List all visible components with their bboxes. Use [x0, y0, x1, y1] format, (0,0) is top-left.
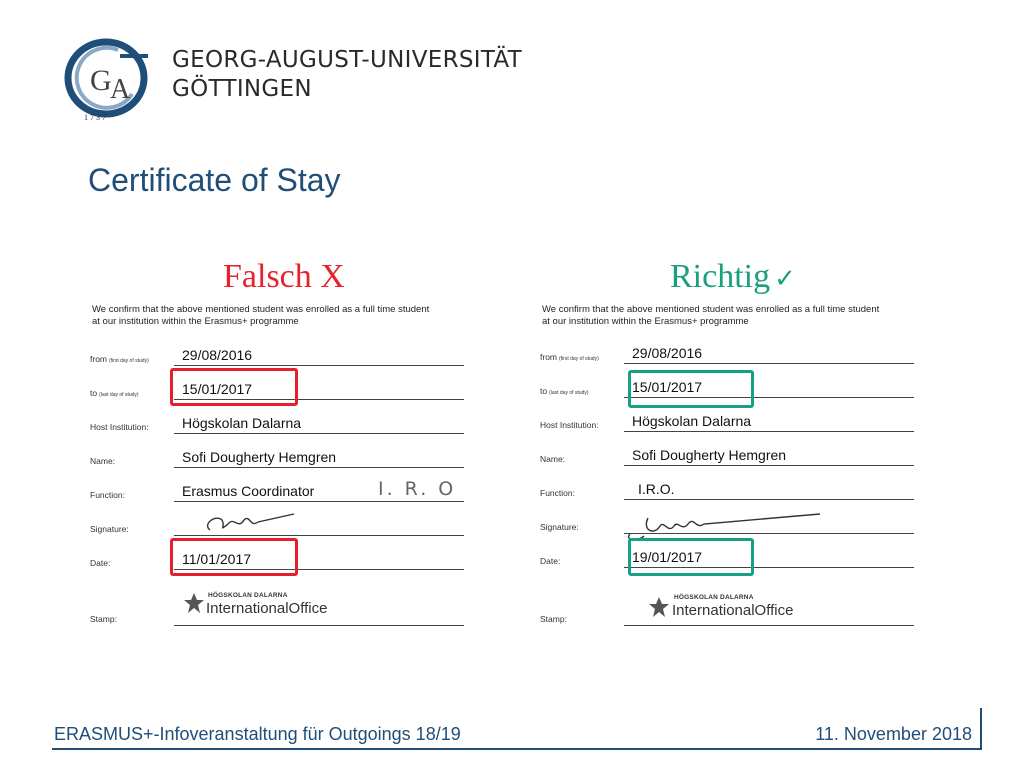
- stamp-text-top: HÖGSKOLAN DALARNA: [674, 594, 754, 601]
- function-value: Erasmus Coordinator: [182, 483, 315, 499]
- field-line: [174, 365, 464, 366]
- date-value: 19/01/2017: [632, 549, 703, 565]
- function-label: Function:: [90, 490, 125, 500]
- row-signature: [538, 510, 928, 536]
- field-line: [624, 533, 914, 534]
- from-sublabel: (first day of study): [559, 356, 599, 362]
- from-value: 29/08/2016: [632, 345, 703, 361]
- row-host: [538, 408, 928, 434]
- logo-year: 1 7 3 7: [84, 113, 106, 122]
- host-value: Högskolan Dalarna: [632, 413, 752, 429]
- row-host: [88, 410, 478, 436]
- function-label: Function:: [540, 488, 575, 498]
- to-value: 15/01/2017: [182, 381, 253, 397]
- from-label: from: [90, 354, 107, 364]
- name-value: Sofi Dougherty Hemgren: [182, 449, 337, 465]
- field-line: [174, 467, 464, 468]
- date-label: Date:: [90, 558, 111, 568]
- row-signature: [88, 512, 478, 538]
- signature-label: Signature:: [90, 524, 129, 534]
- field-line: [624, 431, 914, 432]
- footer-divider-vertical: [980, 708, 982, 750]
- signature-scribble: [198, 510, 298, 536]
- page-title: Certificate of Stay: [88, 162, 341, 198]
- footer-event: ERASMUS+-Infoveranstaltung für Outgoings 18/19: [54, 724, 461, 744]
- name-label: Name:: [90, 456, 116, 466]
- row-from: [538, 340, 928, 366]
- field-line: [624, 363, 914, 364]
- highlight-issue-date: [170, 538, 298, 576]
- function-handwritten: I. R. O: [378, 478, 457, 500]
- stamp-text-top: HÖGSKOLAN DALARNA: [208, 592, 288, 599]
- row-from: [88, 342, 478, 368]
- from-value: 29/08/2016: [182, 347, 253, 363]
- row-name: [88, 444, 478, 470]
- field-line: [174, 433, 464, 434]
- from-label: from: [540, 352, 557, 362]
- host-label: Host Institution:: [540, 420, 599, 430]
- stamp-star-icon: [183, 592, 205, 614]
- svg-text:G: G: [90, 64, 112, 97]
- name-value: Sofi Dougherty Hemgren: [632, 447, 787, 463]
- to-sublabel: (last day of study): [99, 392, 139, 398]
- stamp-star-icon: [648, 596, 670, 618]
- university-logo: [60, 36, 160, 122]
- right-certificate: [538, 300, 928, 635]
- footer-date: 11. November 2018: [815, 724, 972, 744]
- svg-text:A: A: [110, 74, 131, 105]
- field-line: [174, 535, 464, 536]
- row-function: [538, 476, 928, 502]
- signature-label: Signature:: [540, 522, 579, 532]
- field-line: [174, 625, 464, 626]
- from-sublabel: (first day of study): [109, 358, 149, 364]
- row-function: [88, 478, 478, 504]
- date-value: 11/01/2017: [182, 551, 252, 567]
- wrong-certificate: [88, 300, 478, 635]
- stamp-label: Stamp:: [90, 614, 117, 624]
- to-sublabel: (last day of study): [549, 390, 589, 396]
- highlight-to-date: [628, 370, 754, 408]
- to-label: to: [90, 388, 98, 398]
- stamp-text-main: InternationalOffice: [206, 600, 328, 617]
- footer-divider: [52, 748, 982, 750]
- certificate-intro: We confirm that the above mentioned student was enrolled as a full time student at our institution within the Erasmus+ programme: [92, 304, 430, 327]
- field-line: [624, 465, 914, 466]
- date-label: Date:: [540, 556, 561, 566]
- right-heading-label: Richtig: [670, 258, 771, 295]
- row-name: [538, 442, 928, 468]
- stamp-text-main: InternationalOffice: [672, 602, 794, 619]
- name-label: Name:: [540, 454, 566, 464]
- highlight-issue-date: [628, 538, 754, 576]
- host-value: Högskolan Dalarna: [182, 415, 302, 431]
- field-line: [174, 501, 464, 502]
- university-name-line1: GEORG-AUGUST-UNIVERSITÄT: [172, 47, 523, 73]
- highlight-to-date: [170, 368, 298, 406]
- function-value: I.R.O.: [638, 481, 675, 497]
- to-value: 15/01/2017: [632, 379, 703, 395]
- host-label: Host Institution:: [90, 422, 149, 432]
- field-line: [624, 499, 914, 500]
- university-name: [172, 46, 522, 104]
- wrong-heading: Falsch X: [223, 258, 345, 295]
- to-label: to: [540, 386, 548, 396]
- right-heading: [670, 258, 796, 296]
- field-line: [624, 625, 914, 626]
- certificate-intro: We confirm that the above mentioned student was enrolled as a full time student at our institution within the Erasmus+ programme: [542, 304, 880, 327]
- university-name-line2: GÖTTINGEN: [172, 76, 312, 102]
- stamp-label: Stamp:: [540, 614, 567, 624]
- check-icon: ✓: [774, 264, 796, 294]
